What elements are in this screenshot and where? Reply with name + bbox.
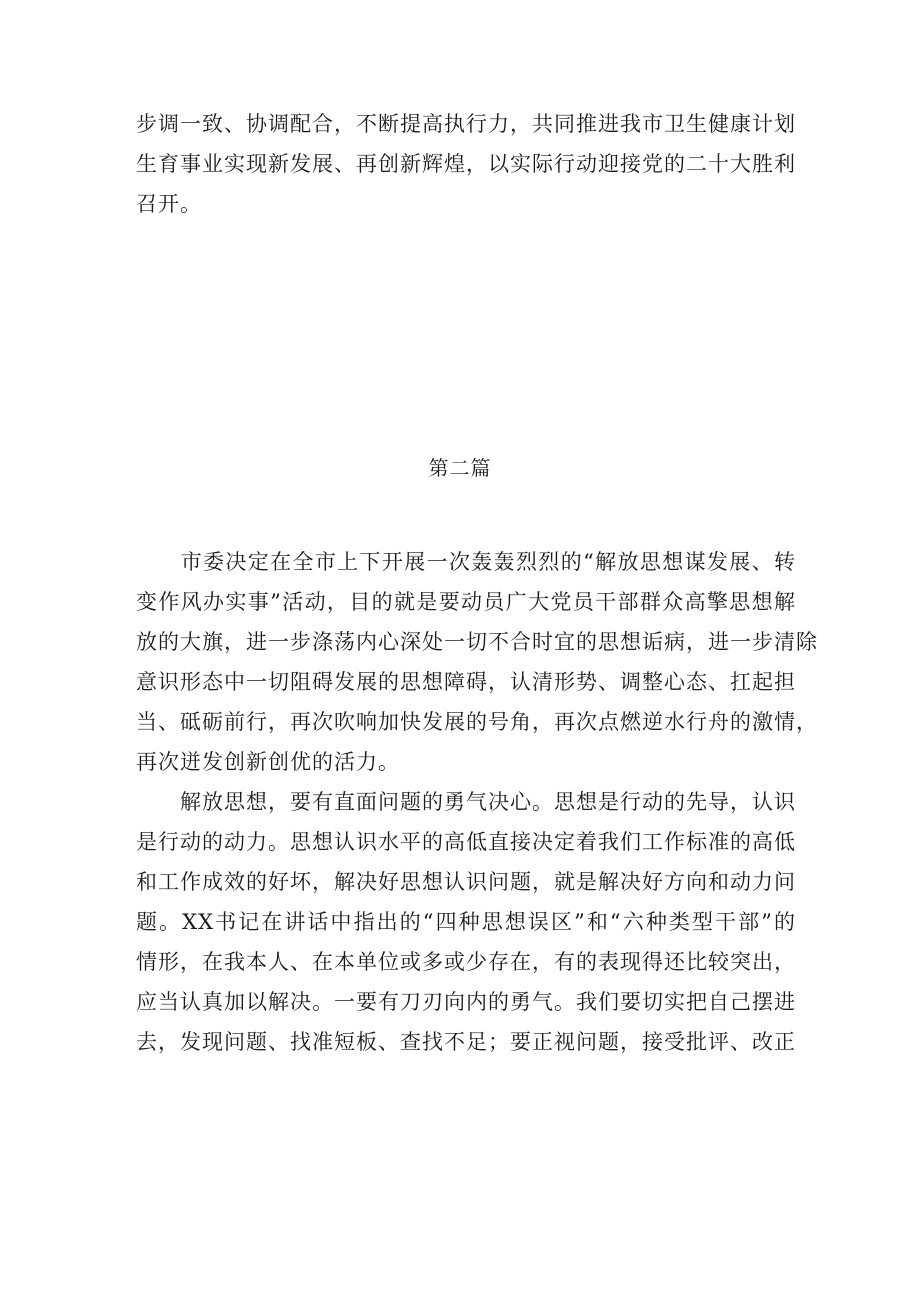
paragraph-1 xyxy=(136,542,818,782)
text-line: 市委决定在全市上下开展一次轰轰烈烈的“解放思想谋发展、转 xyxy=(136,550,796,574)
text-line: 当、砥砺前行，再次吹响加快发展的号角，再次点燃逆水行舟的激情， xyxy=(136,710,818,734)
text-line: 放的大旗，进一步涤荡内心深处一切不合时宜的思想诟病，进一步清除 xyxy=(136,630,818,654)
text-line: 变作风办实事”活动，目的就是要动员广大党员干部群众高擎思想解 xyxy=(136,590,796,614)
text-line: 应当认真加以解决。一要有刀刃向内的勇气。我们要切实把自己摆进 xyxy=(136,990,796,1014)
text-line: 去，发现问题、找准短板、查找不足；要正视问题，接受批评、改正 xyxy=(136,1030,796,1054)
section-title: 第二篇 xyxy=(428,456,492,480)
paragraph-2 xyxy=(136,782,796,1062)
text-line: 是行动的动力。思想认识水平的高低直接决定着我们工作标准的高低 xyxy=(136,830,796,854)
text-line: 生育事业实现新发展、再创新辉煌，以实际行动迎接党的二十大胜利 xyxy=(136,152,796,176)
text-line: 解放思想，要有直面问题的勇气决心。思想是行动的先导，认识 xyxy=(136,790,796,814)
text-line: 召开。 xyxy=(136,192,202,216)
text-line: 再次迸发创新创优的活力。 xyxy=(136,750,400,774)
text-line: 意识形态中一切阻碍发展的思想障碍，认清形势、调整心态、扛起担 xyxy=(136,670,796,694)
text-line: 步调一致、协调配合，不断提高执行力，共同推进我市卫生健康计划 xyxy=(136,112,796,136)
text-line: 情形，在我本人、在本单位或多或少存在，有的表现得还比较突出， xyxy=(136,950,796,974)
text-line: 和工作成效的好坏，解决好思想认识问题，就是解决好方向和动力问 xyxy=(136,870,796,894)
continuation-paragraph xyxy=(136,104,796,224)
text-line: 题。XX书记在讲话中指出的“四种思想误区”和“六种类型干部”的 xyxy=(136,910,796,934)
